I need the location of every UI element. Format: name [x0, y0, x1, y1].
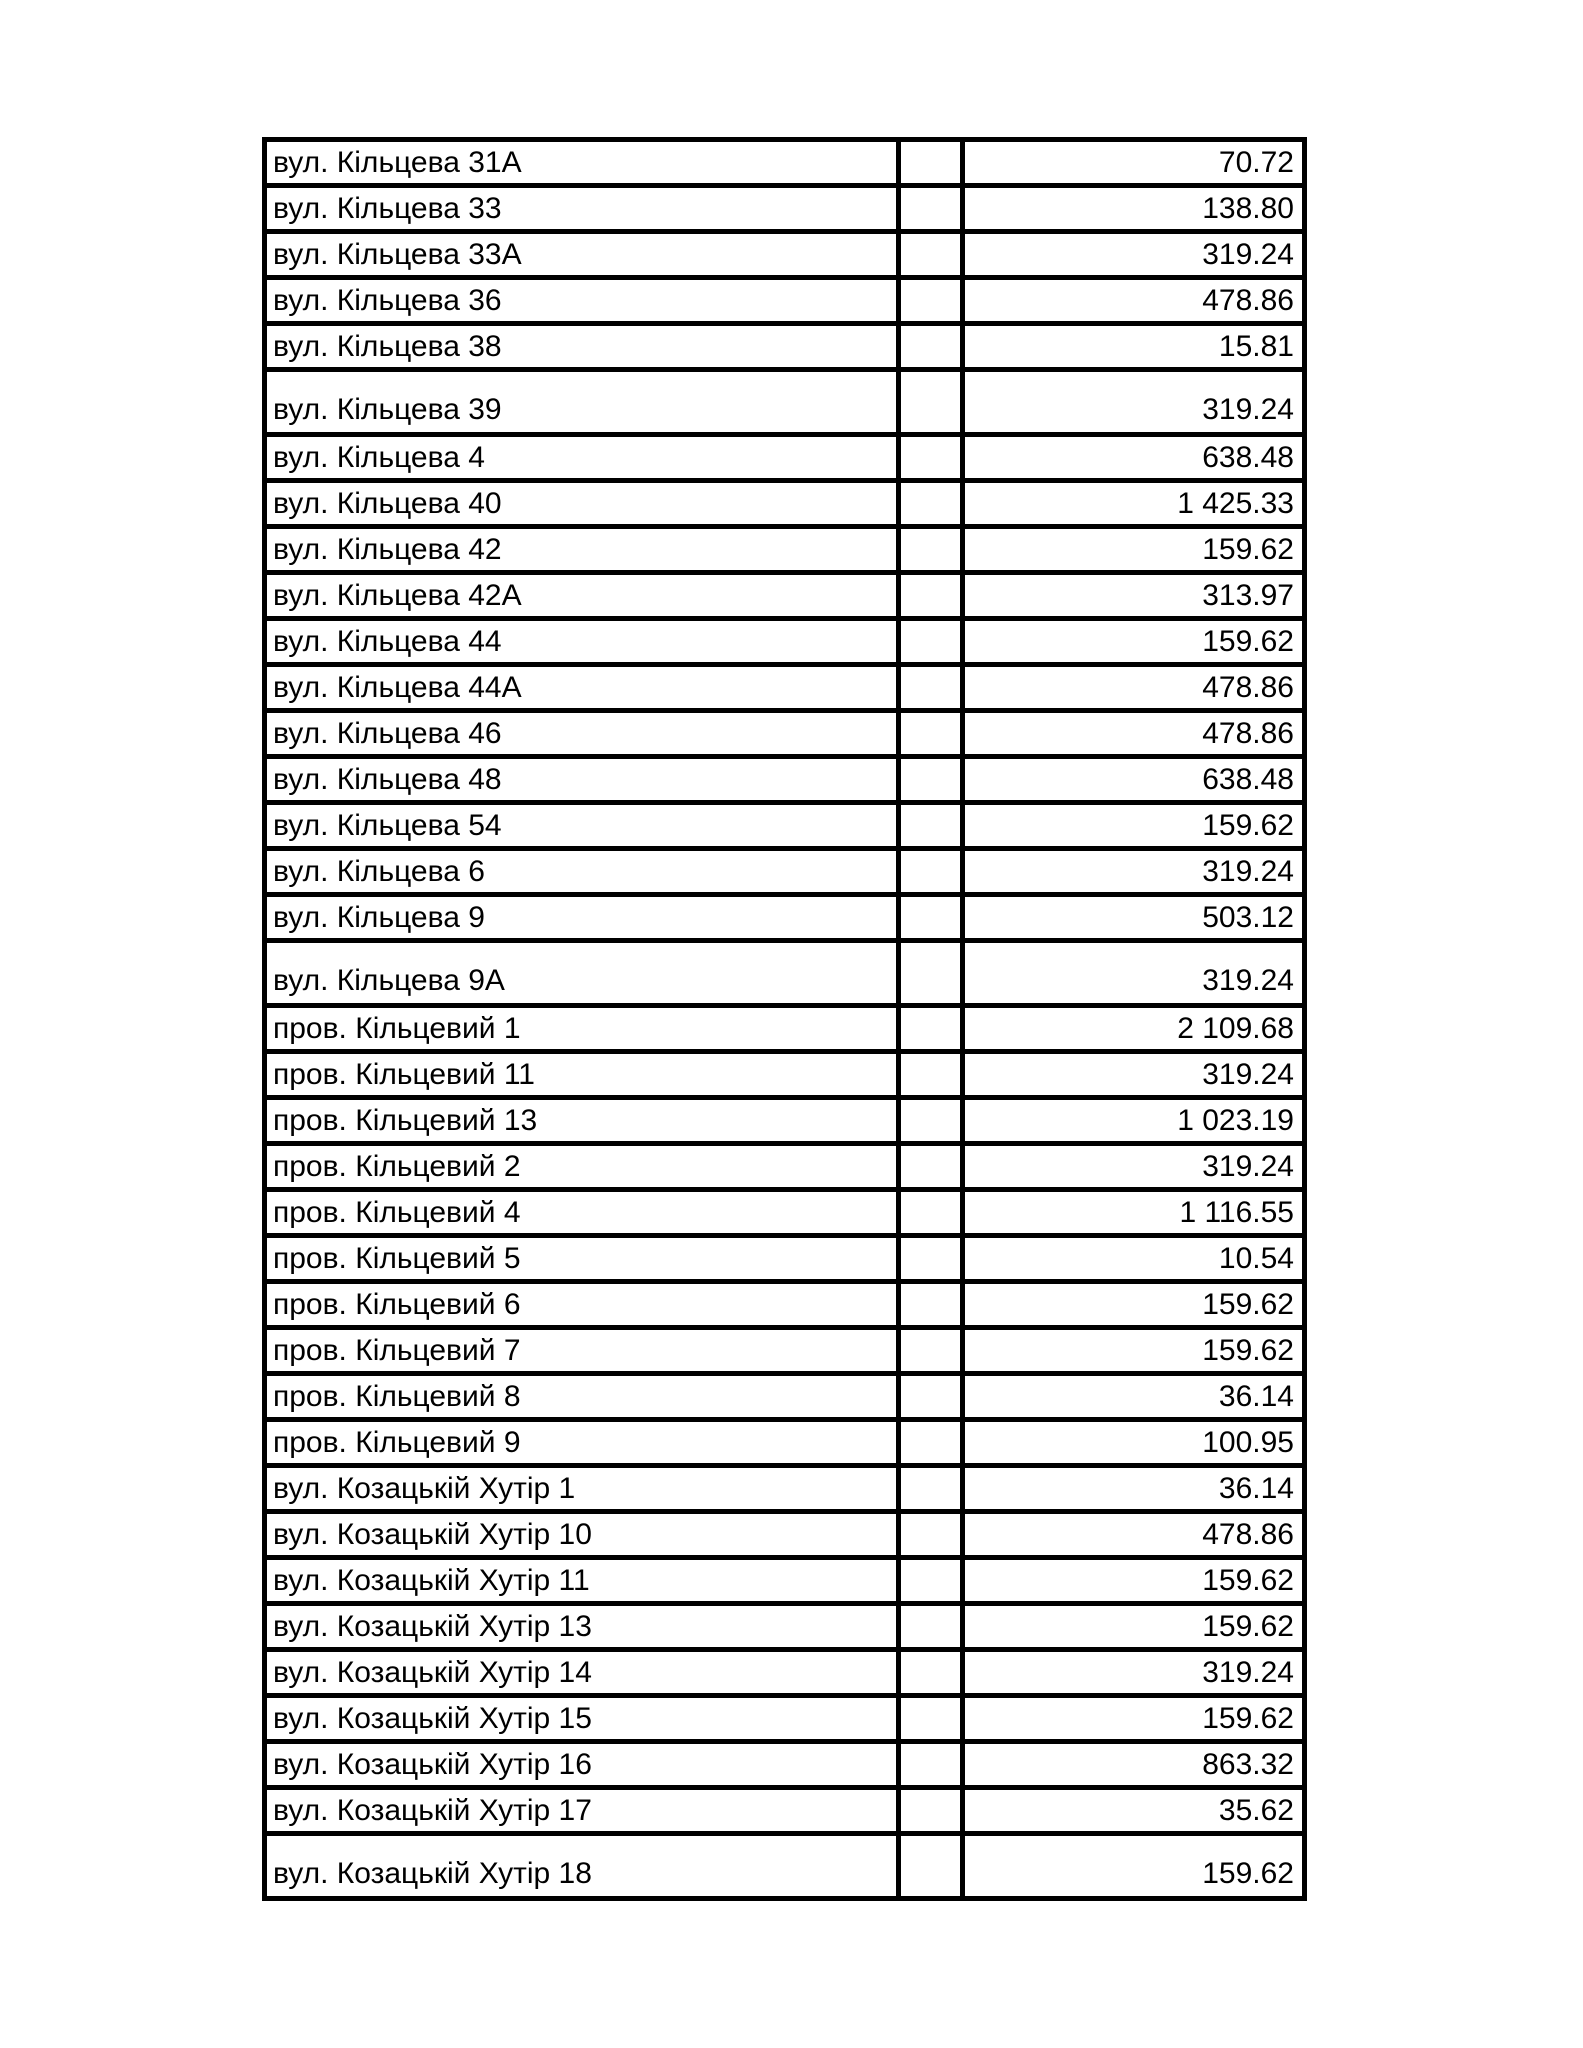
amount-cell: 638.48 — [963, 435, 1305, 481]
street-name-cell: пров. Кільцевий 11 — [265, 1052, 899, 1098]
amount-cell: 319.24 — [963, 1144, 1305, 1190]
street-name-cell: вул. Кільцева 9А — [265, 941, 899, 1006]
empty-cell — [899, 1742, 963, 1788]
table-row — [265, 527, 1305, 573]
empty-cell — [899, 140, 963, 186]
street-name-cell: вул. Козацькій Хутір 10 — [265, 1512, 899, 1558]
street-name-cell: пров. Кільцевий 2 — [265, 1144, 899, 1190]
amount-cell: 36.14 — [963, 1466, 1305, 1512]
table-row — [265, 481, 1305, 527]
street-name-cell: вул. Козацькій Хутір 18 — [265, 1834, 899, 1899]
amount-cell: 319.24 — [963, 849, 1305, 895]
amount-cell: 638.48 — [963, 757, 1305, 803]
table-row — [265, 849, 1305, 895]
empty-cell — [899, 573, 963, 619]
street-name-cell: вул. Кільцева 40 — [265, 481, 899, 527]
table-row — [265, 370, 1305, 435]
empty-cell — [899, 527, 963, 573]
empty-cell — [899, 435, 963, 481]
street-name-cell: пров. Кільцевий 9 — [265, 1420, 899, 1466]
table-row — [265, 619, 1305, 665]
amount-cell: 159.62 — [963, 803, 1305, 849]
amount-cell: 159.62 — [963, 1834, 1305, 1899]
amount-cell: 10.54 — [963, 1236, 1305, 1282]
table-row — [265, 1604, 1305, 1650]
amount-cell: 478.86 — [963, 665, 1305, 711]
amount-cell: 1 116.55 — [963, 1190, 1305, 1236]
amount-cell: 15.81 — [963, 324, 1305, 370]
street-name-cell: вул. Козацькій Хутір 1 — [265, 1466, 899, 1512]
table-row — [265, 1236, 1305, 1282]
amount-cell: 319.24 — [963, 370, 1305, 435]
empty-cell — [899, 1512, 963, 1558]
street-name-cell: вул. Козацькій Хутір 17 — [265, 1788, 899, 1834]
empty-cell — [899, 1788, 963, 1834]
street-name-cell: вул. Козацькій Хутір 11 — [265, 1558, 899, 1604]
empty-cell — [899, 1282, 963, 1328]
street-name-cell: вул. Кільцева 39 — [265, 370, 899, 435]
street-name-cell: пров. Кільцевий 4 — [265, 1190, 899, 1236]
table-row — [265, 1282, 1305, 1328]
empty-cell — [899, 1558, 963, 1604]
table-row — [265, 757, 1305, 803]
amount-cell: 70.72 — [963, 140, 1305, 186]
amount-cell: 35.62 — [963, 1788, 1305, 1834]
street-name-cell: вул. Кільцева 9 — [265, 895, 899, 941]
street-name-cell: вул. Кільцева 42 — [265, 527, 899, 573]
table-row — [265, 665, 1305, 711]
amount-cell: 159.62 — [963, 1558, 1305, 1604]
street-name-cell: вул. Козацькій Хутір 15 — [265, 1696, 899, 1742]
table-row — [265, 1512, 1305, 1558]
table-row — [265, 435, 1305, 481]
amount-cell: 1 023.19 — [963, 1098, 1305, 1144]
street-name-cell: вул. Кільцева 33А — [265, 232, 899, 278]
table-row — [265, 232, 1305, 278]
table-row — [265, 1650, 1305, 1696]
street-name-cell: вул. Кільцева 36 — [265, 278, 899, 324]
amount-cell: 2 109.68 — [963, 1006, 1305, 1052]
empty-cell — [899, 1328, 963, 1374]
table-row — [265, 1788, 1305, 1834]
amount-cell: 138.80 — [963, 186, 1305, 232]
empty-cell — [899, 711, 963, 757]
table-row — [265, 1742, 1305, 1788]
street-name-cell: вул. Кільцева 48 — [265, 757, 899, 803]
empty-cell — [899, 1420, 963, 1466]
table-row — [265, 803, 1305, 849]
street-name-cell: пров. Кільцевий 8 — [265, 1374, 899, 1420]
table-row — [265, 278, 1305, 324]
amount-cell: 319.24 — [963, 232, 1305, 278]
table-row — [265, 711, 1305, 757]
amount-cell: 159.62 — [963, 527, 1305, 573]
street-name-cell: вул. Козацькій Хутір 13 — [265, 1604, 899, 1650]
amount-cell: 319.24 — [963, 941, 1305, 1006]
street-name-cell: пров. Кільцевий 7 — [265, 1328, 899, 1374]
table-row — [265, 1144, 1305, 1190]
table-row — [265, 1420, 1305, 1466]
empty-cell — [899, 849, 963, 895]
table-row — [265, 1190, 1305, 1236]
street-name-cell: пров. Кільцевий 5 — [265, 1236, 899, 1282]
empty-cell — [899, 1006, 963, 1052]
table-row — [265, 1098, 1305, 1144]
amount-cell: 1 425.33 — [963, 481, 1305, 527]
amount-cell: 159.62 — [963, 1604, 1305, 1650]
street-name-cell: вул. Кільцева 33 — [265, 186, 899, 232]
empty-cell — [899, 1190, 963, 1236]
empty-cell — [899, 1834, 963, 1899]
street-name-cell: вул. Козацькій Хутір 16 — [265, 1742, 899, 1788]
empty-cell — [899, 324, 963, 370]
empty-cell — [899, 1144, 963, 1190]
street-name-cell: вул. Кільцева 42А — [265, 573, 899, 619]
amount-cell: 159.62 — [963, 1282, 1305, 1328]
amount-cell: 478.86 — [963, 1512, 1305, 1558]
amount-cell: 863.32 — [963, 1742, 1305, 1788]
table-row — [265, 324, 1305, 370]
table-row — [265, 1374, 1305, 1420]
amount-cell: 313.97 — [963, 573, 1305, 619]
empty-cell — [899, 1696, 963, 1742]
table-row — [265, 140, 1305, 186]
amount-cell: 319.24 — [963, 1052, 1305, 1098]
table-row — [265, 1328, 1305, 1374]
street-name-cell: вул. Кільцева 6 — [265, 849, 899, 895]
amount-cell: 100.95 — [963, 1420, 1305, 1466]
empty-cell — [899, 186, 963, 232]
amount-cell: 478.86 — [963, 278, 1305, 324]
table-row — [265, 186, 1305, 232]
empty-cell — [899, 1374, 963, 1420]
table-row — [265, 1558, 1305, 1604]
street-name-cell: вул. Кільцева 54 — [265, 803, 899, 849]
amount-cell: 36.14 — [963, 1374, 1305, 1420]
empty-cell — [899, 1650, 963, 1696]
empty-cell — [899, 1236, 963, 1282]
street-name-cell: вул. Козацькій Хутір 14 — [265, 1650, 899, 1696]
empty-cell — [899, 1466, 963, 1512]
amount-cell: 319.24 — [963, 1650, 1305, 1696]
table-row — [265, 1696, 1305, 1742]
table-row — [265, 895, 1305, 941]
empty-cell — [899, 665, 963, 711]
empty-cell — [899, 1604, 963, 1650]
street-name-cell: вул. Кільцева 44А — [265, 665, 899, 711]
amount-cell: 159.62 — [963, 1328, 1305, 1374]
table-row — [265, 1006, 1305, 1052]
table-row — [265, 1834, 1305, 1899]
street-name-cell: вул. Кільцева 46 — [265, 711, 899, 757]
empty-cell — [899, 757, 963, 803]
street-name-cell: пров. Кільцевий 6 — [265, 1282, 899, 1328]
table-row — [265, 573, 1305, 619]
street-name-cell: пров. Кільцевий 13 — [265, 1098, 899, 1144]
empty-cell — [899, 481, 963, 527]
empty-cell — [899, 803, 963, 849]
empty-cell — [899, 619, 963, 665]
empty-cell — [899, 1098, 963, 1144]
table-row — [265, 1052, 1305, 1098]
street-amounts-table — [262, 137, 1307, 1901]
street-name-cell: пров. Кільцевий 1 — [265, 1006, 899, 1052]
empty-cell — [899, 941, 963, 1006]
amount-cell: 159.62 — [963, 1696, 1305, 1742]
street-name-cell: вул. Кільцева 31А — [265, 140, 899, 186]
street-name-cell: вул. Кільцева 38 — [265, 324, 899, 370]
amount-cell: 503.12 — [963, 895, 1305, 941]
empty-cell — [899, 232, 963, 278]
amount-cell: 478.86 — [963, 711, 1305, 757]
empty-cell — [899, 895, 963, 941]
table-row — [265, 941, 1305, 1006]
table-row — [265, 1466, 1305, 1512]
amount-cell: 159.62 — [963, 619, 1305, 665]
empty-cell — [899, 1052, 963, 1098]
empty-cell — [899, 370, 963, 435]
empty-cell — [899, 278, 963, 324]
street-name-cell: вул. Кільцева 44 — [265, 619, 899, 665]
street-name-cell: вул. Кільцева 4 — [265, 435, 899, 481]
